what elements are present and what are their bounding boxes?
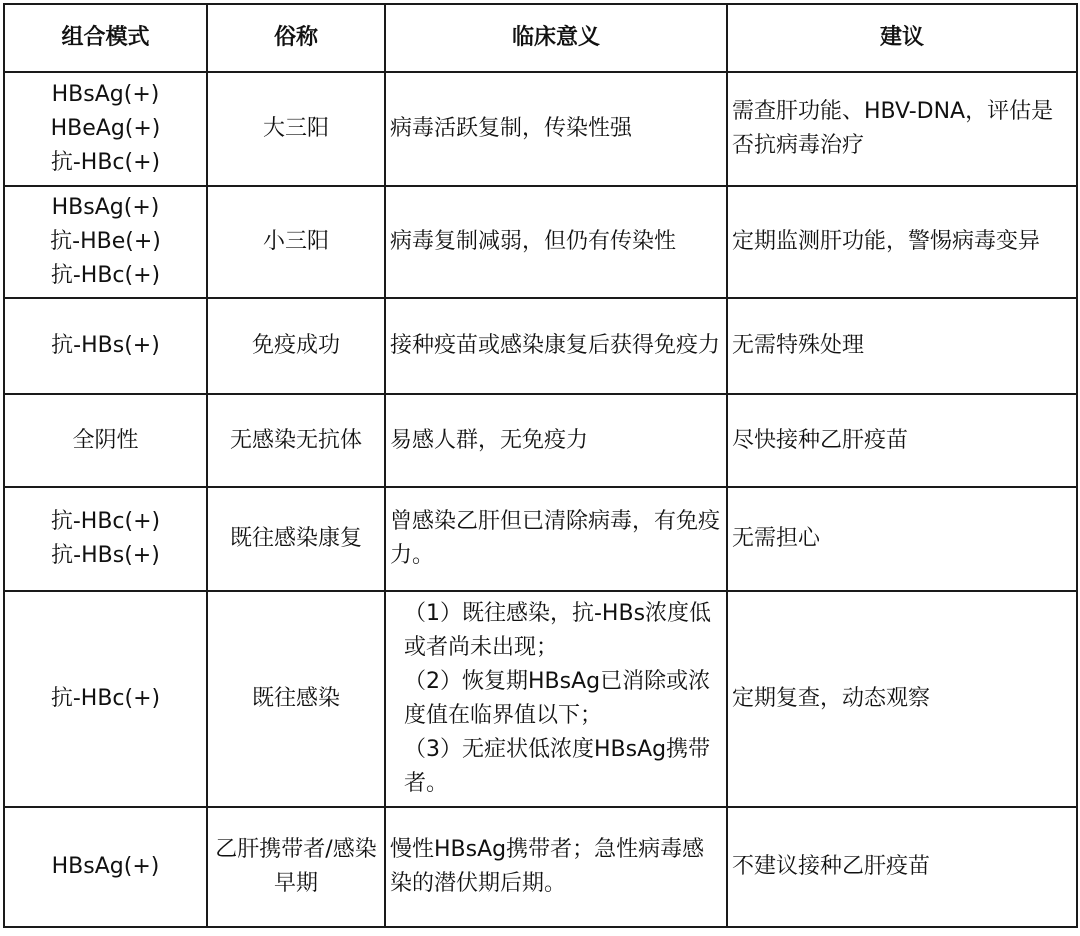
marker: 抗-HBc(+) xyxy=(50,686,161,711)
advice-cell: 定期监测肝功能，警惕病毒变异 xyxy=(727,186,1077,298)
marker: 抗-HBc(+) xyxy=(50,150,161,175)
header-row xyxy=(4,4,1077,72)
table-row xyxy=(4,487,1077,591)
marker: 全阴性 xyxy=(72,427,139,453)
meaning-cell: 接种疫苗或感染康复后获得免疫力 xyxy=(385,298,727,394)
marker: 抗-HBc(+) xyxy=(50,263,161,288)
name-cell: 大三阳 xyxy=(207,72,385,186)
mode-cell xyxy=(4,394,207,487)
mode-cell xyxy=(4,186,207,298)
mode-cell xyxy=(4,72,207,186)
marker: HBsAg(+) xyxy=(51,854,160,879)
table-row xyxy=(4,394,1077,487)
meaning-item: （1）既往感染，抗-HBs浓度低或者尚未出现； xyxy=(404,601,712,660)
table-row xyxy=(4,72,1077,186)
name-cell: 免疫成功 xyxy=(207,298,385,394)
mode-cell xyxy=(4,487,207,591)
header-meaning: 临床意义 xyxy=(385,4,727,72)
table-row xyxy=(4,591,1077,807)
marker: HBeAg(+) xyxy=(50,116,161,141)
meaning-item: （2）恢复期HBsAg已消除或浓度值在临界值以下； xyxy=(404,669,711,728)
table-row xyxy=(4,298,1077,394)
meaning-item: （3）无症状低浓度HBsAg携带者。 xyxy=(404,737,711,796)
name-cell: 既往感染 xyxy=(207,591,385,807)
table-row xyxy=(4,186,1077,298)
marker: HBsAg(+) xyxy=(51,82,160,107)
meaning-cell: 病毒复制减弱，但仍有传染性 xyxy=(385,186,727,298)
advice-cell: 无需特殊处理 xyxy=(727,298,1077,394)
meaning-cell: 病毒活跃复制，传染性强 xyxy=(385,72,727,186)
marker: 抗-HBe(+) xyxy=(50,229,161,254)
marker: 抗-HBc(+) xyxy=(50,509,161,534)
mode-cell xyxy=(4,298,207,394)
meaning-cell: 易感人群，无免疫力 xyxy=(385,394,727,487)
mode-cell xyxy=(4,807,207,927)
table-row xyxy=(4,807,1077,927)
meaning-cell: 慢性HBsAg携带者；急性病毒感染的潜伏期后期。 xyxy=(385,807,727,927)
advice-cell: 定期复查，动态观察 xyxy=(727,591,1077,807)
name-cell: 既往感染康复 xyxy=(207,487,385,591)
advice-cell: 尽快接种乙肝疫苗 xyxy=(727,394,1077,487)
meaning-cell xyxy=(385,591,727,807)
header-advice: 建议 xyxy=(727,4,1077,72)
mode-cell xyxy=(4,591,207,807)
name-cell: 乙肝携带者/感染早期 xyxy=(207,807,385,927)
name-cell: 小三阳 xyxy=(207,186,385,298)
meaning-cell: 曾感染乙肝但已清除病毒，有免疫力。 xyxy=(385,487,727,591)
advice-cell: 不建议接种乙肝疫苗 xyxy=(727,807,1077,927)
name-cell: 无感染无抗体 xyxy=(207,394,385,487)
marker: HBsAg(+) xyxy=(51,195,160,220)
marker: 抗-HBs(+) xyxy=(51,543,160,568)
hbv-serology-table xyxy=(3,3,1078,928)
advice-cell: 需查肝功能、HBV-DNA，评估是否抗病毒治疗 xyxy=(727,72,1077,186)
header-mode: 组合模式 xyxy=(4,4,207,72)
header-name: 俗称 xyxy=(207,4,385,72)
advice-cell: 无需担心 xyxy=(727,487,1077,591)
marker: 抗-HBs(+) xyxy=(51,333,160,358)
